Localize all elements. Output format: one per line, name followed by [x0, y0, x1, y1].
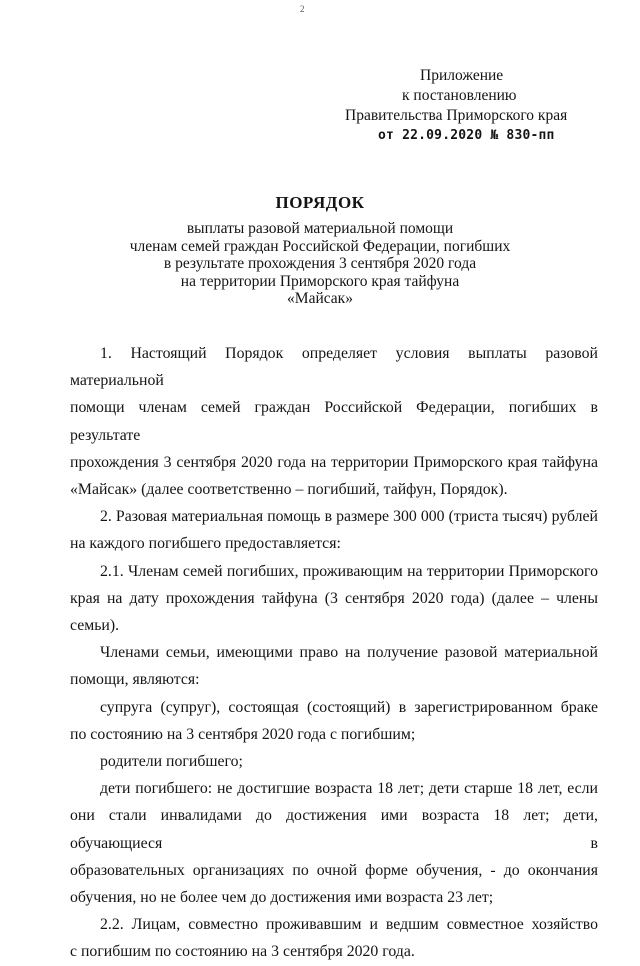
text-line: Членами семьи, имеющими право на получение разовой материальной — [100, 644, 598, 662]
text-line: 2. Разовая материальная помощь в размере 300 000 (триста тысяч) рублей — [100, 508, 598, 526]
text-line: семьи). — [70, 617, 120, 635]
appendix-heading: Приложение — [420, 67, 504, 84]
appendix-government: Правительства Приморского края — [345, 107, 568, 124]
text-line: дети погибшего: не достигшие возраста 18 лет; дети старше 18 лет, если — [100, 780, 598, 798]
document-body — [70, 340, 598, 966]
text-line: с погибшим по состоянию на 3 сентября 2020 года. — [70, 943, 415, 961]
subtitle-line: на территории Приморского края тайфуна — [180, 272, 460, 290]
text-line: на каждого погибшего предоставляется: — [70, 535, 341, 553]
subtitle-line: в результате прохождения 3 сентября 2020 года — [163, 255, 477, 272]
paragraph-1 — [70, 340, 598, 503]
appendix-date-number: от 22.09.2020 № 830-пп — [378, 128, 555, 143]
appendix-block — [340, 66, 600, 146]
text-line: 2.1. Членам семей погибших, проживающим на территории Приморского — [100, 562, 598, 580]
document-subtitle — [120, 220, 520, 308]
text-line: помощи, являются: — [70, 671, 200, 689]
subtitle-line: выплаты разовой материальной помощи — [186, 220, 454, 237]
text-line: помощи членам семей граждан Российской Федерации, погибших в результате — [70, 399, 598, 444]
page-number: 2 — [300, 4, 305, 14]
document-title: ПОРЯДОК — [275, 193, 365, 212]
paragraph-2-2 — [70, 911, 598, 965]
paragraph-2-1 — [70, 558, 598, 640]
text-line: края на дату прохождения тайфуна (3 сентября 2020 года) (далее – члены — [70, 589, 598, 607]
paragraph-spouse — [70, 694, 598, 748]
text-line: по состоянию на 3 сентября 2020 года с погибшим; — [70, 725, 416, 743]
text-line: супруга (супруг), состоящая (состоящий) в зарегистрированном браке — [100, 698, 598, 716]
text-line: образовательных организациях по очной форме обучения, - до окончания — [70, 861, 598, 879]
paragraph-2 — [70, 503, 598, 557]
text-line: обучения, но не более чем до достижения ими возраста 23 лет; — [70, 889, 494, 907]
text-line: 2.2. Лицам, совместно проживавшим и ведшим совместное хозяйство — [100, 916, 598, 934]
text-line: они стали инвалидами до достижения ими возраста 18 лет; дети, обучающиеся в — [70, 807, 598, 852]
text-line: прохождения 3 сентября 2020 года на территории Приморского края тайфуна — [70, 453, 598, 471]
subtitle-line: «Майсак» — [287, 290, 353, 307]
text-line: «Майсак» (далее соответственно – погибший, тайфун, Порядок). — [70, 481, 508, 499]
text-line: 1. Настоящий Порядок определяет условия выплаты разовой материальной — [70, 345, 598, 390]
appendix-resolution-ref: к постановлению — [402, 87, 517, 104]
text-line: родители погибшего; — [100, 753, 243, 771]
paragraph-family-members — [70, 639, 598, 693]
paragraph-parents — [70, 748, 598, 775]
paragraph-children — [70, 775, 598, 911]
subtitle-line: членам семей граждан Российской Федерации, погибших — [129, 237, 511, 255]
